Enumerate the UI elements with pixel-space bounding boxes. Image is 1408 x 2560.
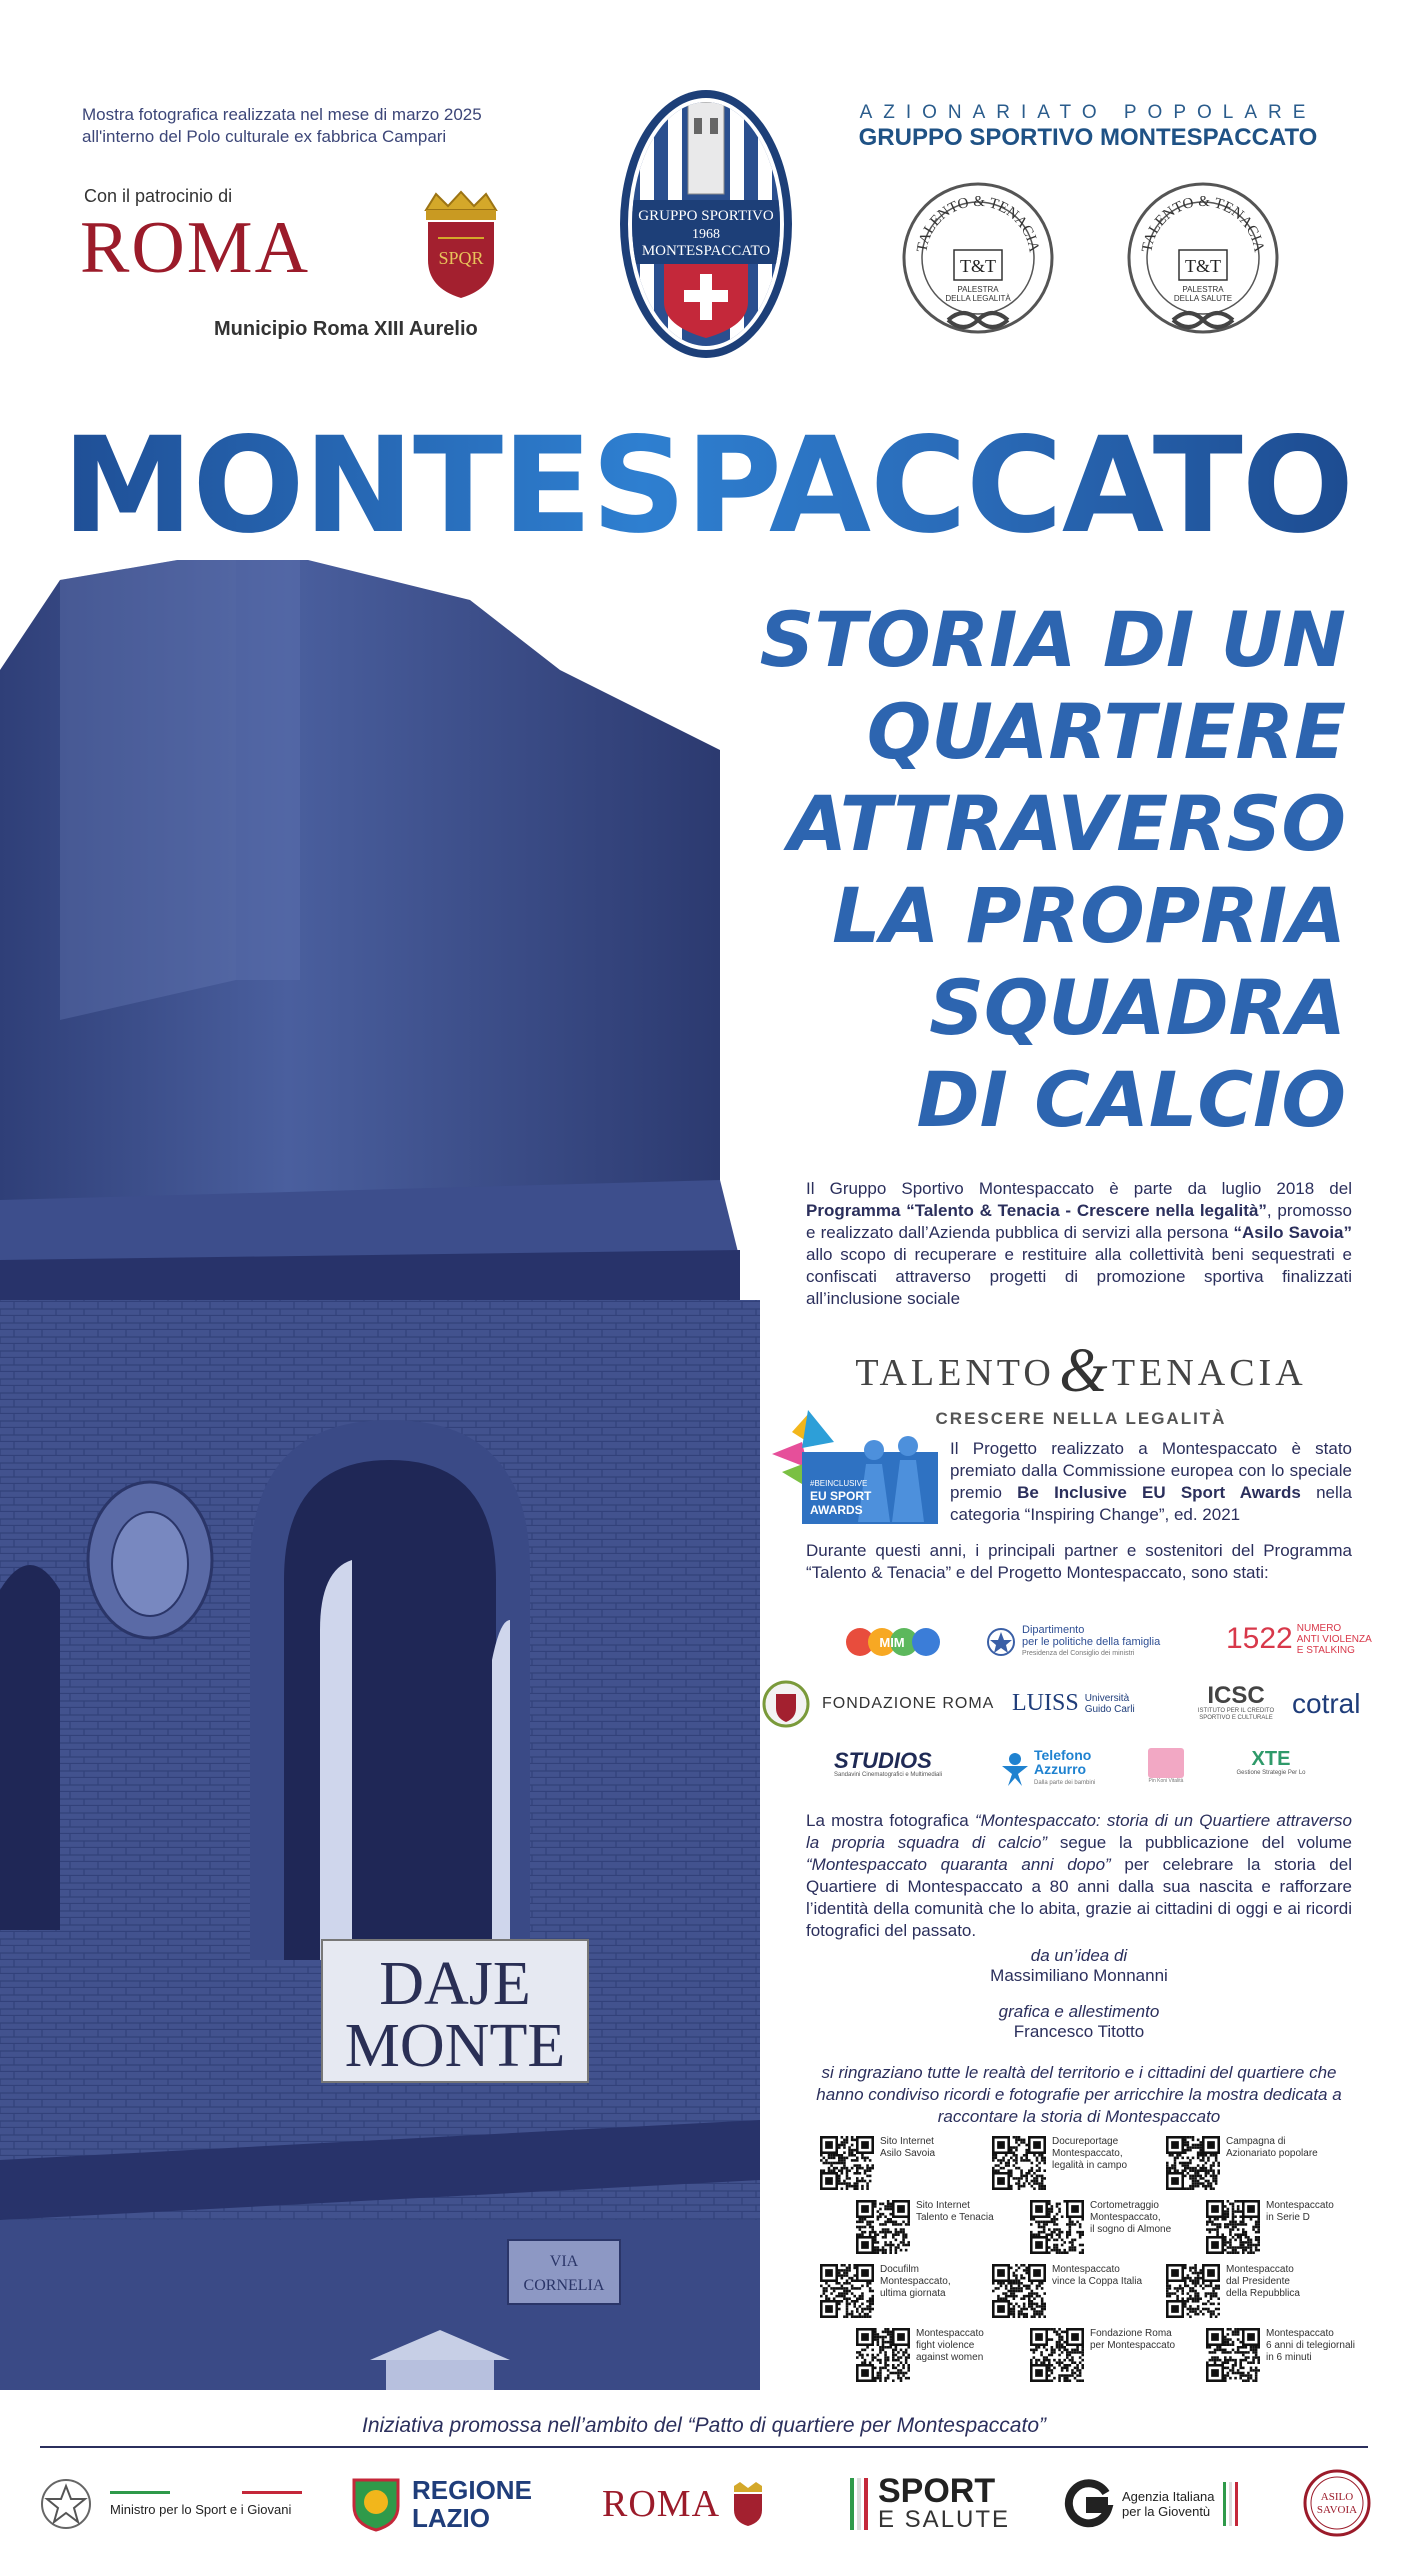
eu-logo-tag: #BEINCLUSIVE bbox=[810, 1479, 868, 1488]
qr-label-line: Fondazione Roma bbox=[1090, 2328, 1172, 2339]
qr-label bbox=[1052, 2264, 1152, 2318]
grafica-name: Francesco Titotto bbox=[1013, 2022, 1145, 2041]
seal1-line1: PALESTRA bbox=[957, 285, 999, 294]
emblem-icon bbox=[986, 1627, 1016, 1657]
eu-logo-line2: AWARDS bbox=[810, 1503, 863, 1517]
eu-sport-awards-logo bbox=[762, 1402, 944, 1524]
intro-text: Il Gruppo Sportivo Montespaccato è parte da luglio 2018 del bbox=[806, 1179, 1352, 1198]
street-sign-line1: VIA bbox=[549, 2253, 579, 2270]
regione-line1: REGIONE bbox=[412, 2475, 532, 2505]
qr-code-icon[interactable] bbox=[992, 2264, 1046, 2318]
qr-label bbox=[880, 2264, 980, 2318]
qr-label-line: Montespaccato, bbox=[1090, 2212, 1161, 2223]
salute-text: E SALUTE bbox=[878, 2506, 1011, 2533]
agenzia-line1: Agenzia Italiana bbox=[1122, 2489, 1215, 2504]
qr-code-icon[interactable] bbox=[1206, 2200, 1260, 2254]
tt-logo-word2: TENACIA bbox=[1111, 1352, 1307, 1394]
tt-logo-word1: TALENTO bbox=[855, 1352, 1055, 1394]
club-badge-line1: GRUPPO SPORTIVO bbox=[638, 208, 774, 224]
mostra-paragraph bbox=[806, 1810, 1352, 1942]
fondazione-roma-text: FONDAZIONE ROMA bbox=[822, 1695, 995, 1712]
subtitle-line: LA PROPRIA bbox=[832, 871, 1346, 960]
footer-divider bbox=[40, 2446, 1368, 2448]
eu-award-text-part: nella categoria “Inspiring Change”, ed. 2021 bbox=[950, 1483, 1352, 1524]
qr-item[interactable] bbox=[820, 2264, 980, 2318]
qr-item[interactable] bbox=[856, 2328, 1016, 2382]
qr-item[interactable] bbox=[856, 2200, 1016, 2254]
qr-code-icon[interactable] bbox=[1030, 2328, 1084, 2382]
qr-label-line: il sogno di Almone bbox=[1090, 2224, 1172, 2235]
telefono-azzurro-logo bbox=[1000, 1748, 1095, 1790]
subtitle-line: SQUADRA bbox=[929, 963, 1346, 1052]
patronage-label: Con il patrocinio di bbox=[84, 186, 233, 206]
club-badge-icon bbox=[618, 88, 794, 360]
tt-logo-amp: & bbox=[1059, 1337, 1108, 1405]
agenzia-g-icon bbox=[1064, 2479, 1114, 2529]
sport-e-salute-logo bbox=[850, 2466, 1010, 2542]
qr-code-icon[interactable] bbox=[1030, 2200, 1084, 2254]
ministero-text: Ministro per lo Sport e i Giovani bbox=[110, 2502, 292, 2517]
qr-label-line: vince la Coppa Italia bbox=[1052, 2276, 1143, 2287]
fondazione-roma-logo bbox=[762, 1680, 994, 1728]
qr-label bbox=[1090, 2200, 1190, 2254]
idea-label: da un’idea di bbox=[1030, 1946, 1128, 1965]
seal1-line2: DELLA LEGALITÀ bbox=[945, 294, 1011, 303]
xte-text: XTE bbox=[1251, 1748, 1291, 1770]
ministero-logo bbox=[40, 2466, 302, 2542]
roma-footer-crest-icon bbox=[730, 2482, 766, 2526]
mostra-text-part: segue la pubblicazione del volume bbox=[1047, 1833, 1352, 1852]
main-title: MONTESPACCATO bbox=[62, 409, 1354, 563]
qr-item[interactable] bbox=[1030, 2200, 1190, 2254]
roma-footer-logo bbox=[602, 2466, 766, 2542]
telefono-line1: Telefono bbox=[1034, 1747, 1092, 1763]
svg-text:SPQR: SPQR bbox=[438, 248, 484, 268]
1522-line1: NUMERO bbox=[1296, 1622, 1342, 1634]
banner-line2: MONTE bbox=[344, 2012, 566, 2080]
seal2-line2: DELLA SALUTE bbox=[1173, 294, 1233, 303]
regione-lazio-crest-icon bbox=[350, 2476, 402, 2532]
club-badge-line2: MONTESPACCATO bbox=[641, 243, 771, 259]
qr-label bbox=[1090, 2328, 1190, 2382]
tt-seal-legalita-icon bbox=[900, 180, 1056, 342]
italian-emblem-icon bbox=[40, 2478, 92, 2530]
child-figure-icon bbox=[1000, 1752, 1030, 1786]
qr-code-icon[interactable] bbox=[820, 2264, 874, 2318]
icsc-sub: ISTITUTO PER IL CREDITO SPORTIVO E CULTURALE bbox=[1197, 1708, 1275, 1721]
qr-label bbox=[1226, 2264, 1326, 2318]
subtitle-line: DI CALCIO bbox=[916, 1055, 1346, 1144]
qr-label-line: della Repubblica bbox=[1226, 2288, 1300, 2299]
qr-item[interactable] bbox=[1030, 2328, 1190, 2382]
studios-text: STUDIOS bbox=[834, 1748, 932, 1773]
banner-line1: DAJE bbox=[379, 1950, 531, 2018]
tt-logo-tagline: CRESCERE NELLA LEGALITÀ bbox=[935, 1409, 1227, 1428]
qr-label bbox=[1266, 2200, 1366, 2254]
qr-label-line: Talento e Tenacia bbox=[916, 2212, 994, 2223]
exhibit-note-line1: Mostra fotografica realizzata nel mese di marzo 2025 bbox=[82, 105, 482, 124]
roma-crest-icon bbox=[418, 190, 504, 300]
dipartimento-line1: Dipartimento bbox=[1022, 1624, 1085, 1636]
qr-label-line: per Montespaccato bbox=[1090, 2340, 1176, 2351]
qr-label-line: Montespaccato, bbox=[1052, 2148, 1123, 2159]
mostra-text-part: La mostra fotografica bbox=[806, 1811, 975, 1830]
qr-label-line: fight violence bbox=[916, 2340, 975, 2351]
qr-label-line: Montespaccato bbox=[916, 2328, 984, 2339]
luiss-text: LUISS bbox=[1012, 1690, 1079, 1716]
mostra-text-part: per celebrare la storia del Quartiere di Montespaccato a 80 anni dalla sua nascita e rafforzare l’identità della comunità che lo abita, grazie ai cittadini di oggi e ai ricordi fotografici del passato. bbox=[806, 1855, 1352, 1940]
qr-code-icon[interactable] bbox=[992, 2136, 1046, 2190]
studios-logo bbox=[834, 1750, 954, 1778]
tower-photo bbox=[0, 560, 760, 2390]
dipartimento-famiglia-logo bbox=[986, 1624, 1160, 1660]
gruppo-sportivo-label: GRUPPO SPORTIVO MONTESPACCATO bbox=[858, 124, 1318, 151]
intro-text: , promosso e realizzato dall’Azienda pubblica di servizi alla persona bbox=[806, 1201, 1353, 1242]
eu-logo-line1: EU SPORT bbox=[810, 1489, 872, 1503]
1522-line3: E STALKING bbox=[1296, 1644, 1355, 1656]
qr-label-line: Cortometraggio bbox=[1090, 2200, 1159, 2211]
luiss-sub2: Guido Carli bbox=[1084, 1703, 1135, 1715]
xte-sub: Gestione Strategie Per Lo bbox=[1236, 1770, 1306, 1776]
eu-award-name: Be Inclusive EU Sport Awards bbox=[1017, 1483, 1301, 1502]
subtitle-line: QUARTIERE bbox=[866, 687, 1346, 776]
qr-code-icon[interactable] bbox=[820, 2136, 874, 2190]
eu-award-text bbox=[950, 1438, 1352, 1526]
seal2-line1: PALESTRA bbox=[1182, 285, 1224, 294]
qr-label bbox=[1052, 2136, 1152, 2190]
idea-name: Massimiliano Monnanni bbox=[990, 1966, 1168, 1985]
telefono-sub: Dalla parte dei bambini bbox=[1034, 1780, 1096, 1786]
studios-sub: Sandavini Cinematografici e Multimediali bbox=[834, 1772, 943, 1778]
qr-label-line: in 6 minuti bbox=[1266, 2352, 1312, 2363]
qr-item[interactable] bbox=[1206, 2200, 1366, 2254]
qr-label bbox=[880, 2136, 980, 2190]
club-badge-year: 1968 bbox=[692, 227, 720, 242]
exhibit-note bbox=[82, 104, 602, 148]
qr-label-line: Docureportage bbox=[1052, 2136, 1119, 2147]
qr-item[interactable] bbox=[1166, 2264, 1326, 2318]
icsc-text: ICSC bbox=[1207, 1682, 1265, 1709]
1522-number: 1522 bbox=[1226, 1622, 1293, 1655]
luiss-sub1: Università bbox=[1084, 1692, 1130, 1704]
qr-label bbox=[1226, 2136, 1326, 2190]
qr-item[interactable] bbox=[820, 2136, 980, 2190]
qr-label-line: Montespaccato bbox=[1266, 2328, 1334, 2339]
thanks-text: si ringraziano tutte le realtà del territorio e i cittadini del quartiere che hanno condiviso ricordi e fotografie per arricchire la mostra dedicata a raccontare la storia di Montespaccato bbox=[816, 2063, 1342, 2126]
qr-label-line: Asilo Savoia bbox=[880, 2148, 936, 2159]
seal1-mono: T&T bbox=[960, 256, 996, 276]
qr-label-line: Azionariato popolare bbox=[1226, 2148, 1318, 2159]
qr-code-icon[interactable] bbox=[1166, 2264, 1220, 2318]
xte-logo bbox=[1234, 1748, 1308, 1776]
subtitle-line: STORIA DI UN bbox=[759, 595, 1346, 684]
qr-label-line: Sito Internet bbox=[916, 2200, 970, 2211]
partners-intro: Durante questi anni, i principali partner e sostenitori del Programma “Talento & Tenacia” e del Progetto Montespaccato, sono stati: bbox=[806, 1541, 1352, 1582]
agenzia-gioventu-logo bbox=[1064, 2466, 1238, 2542]
qr-label-line: Montespaccato bbox=[1052, 2264, 1120, 2275]
roma-logo: ROMA bbox=[80, 207, 311, 289]
mim-text: MIM bbox=[879, 1635, 905, 1650]
qr-code-icon[interactable] bbox=[856, 2200, 910, 2254]
dipartimento-line3: Presidenza del Consiglio dei ministri bbox=[1022, 1650, 1135, 1657]
intro-program: Programma “Talento & Tenacia - Crescere nella legalità” bbox=[806, 1201, 1267, 1220]
1522-logo bbox=[1226, 1622, 1372, 1656]
qr-code-icon[interactable] bbox=[1166, 2136, 1220, 2190]
qr-label-line: Docufilm bbox=[880, 2264, 919, 2275]
seal2-mono: T&T bbox=[1185, 256, 1221, 276]
qr-label-line: in Serie D bbox=[1266, 2212, 1310, 2223]
luiss-logo bbox=[1012, 1690, 1135, 1717]
qr-item[interactable] bbox=[992, 2136, 1152, 2190]
icsc-logo bbox=[1196, 1684, 1276, 1722]
regione-lazio-logo bbox=[350, 2466, 532, 2542]
qr-label-line: Montespaccato bbox=[1266, 2200, 1334, 2211]
pink-logo bbox=[1146, 1748, 1186, 1784]
qr-label-line: Montespaccato, bbox=[880, 2276, 951, 2287]
qr-item[interactable] bbox=[1206, 2328, 1366, 2382]
asilo-savoia-logo bbox=[1302, 2468, 1372, 2538]
intro-text: allo scopo di recuperare e restituire alla collettività beni sequestrati e confiscati attraverso progetti di promozione sportiva finalizzati all’inclusione sociale bbox=[806, 1245, 1352, 1308]
seal1-ring: TALENTO & TENACIA bbox=[914, 193, 1042, 254]
qr-label-line: 6 anni di telegiornali bbox=[1266, 2340, 1355, 2351]
qr-label-line: against women bbox=[916, 2352, 984, 2363]
tt-seal-salute-icon bbox=[1125, 180, 1281, 342]
azionariato-label: AZIONARIATO POPOLARE bbox=[859, 102, 1317, 123]
qr-code-icon[interactable] bbox=[1206, 2328, 1260, 2382]
savoia-text: SAVOIA bbox=[1316, 2504, 1358, 2516]
exhibit-note-line2: all'interno del Polo culturale ex fabbrica Campari bbox=[82, 127, 447, 146]
municipio-label: Municipio Roma XIII Aurelio bbox=[214, 318, 478, 340]
subtitle bbox=[706, 594, 1346, 1146]
telefono-line2: Azzurro bbox=[1034, 1761, 1087, 1777]
intro-asilo: “Asilo Savoia” bbox=[1233, 1223, 1352, 1242]
1522-line2: ANTI VIOLENZA bbox=[1296, 1633, 1372, 1645]
qr-label bbox=[916, 2328, 1016, 2382]
qr-item[interactable] bbox=[992, 2264, 1152, 2318]
pink-text: Pin Koni Vitalità bbox=[1148, 1778, 1184, 1784]
asilo-text: ASILO bbox=[1320, 2491, 1354, 2503]
initiative-line: Iniziativa promossa nell’ambito del “Patto di quartiere per Montespaccato” bbox=[361, 2414, 1046, 2437]
intro-paragraph bbox=[806, 1178, 1352, 1310]
cotral-logo: cotral bbox=[1292, 1688, 1361, 1719]
mostra-title: “Montespaccato: storia di un Quartiere attraverso la propria squadra di calcio” bbox=[806, 1811, 1352, 1852]
mim-logo bbox=[842, 1624, 942, 1660]
qr-label-line: Campagna di bbox=[1226, 2136, 1286, 2147]
qr-label bbox=[1266, 2328, 1366, 2382]
qr-label bbox=[916, 2200, 1016, 2254]
qr-code-icon[interactable] bbox=[856, 2328, 910, 2382]
qr-label-line: Montespaccato bbox=[1226, 2264, 1294, 2275]
dipartimento-line2: per le politiche della famiglia bbox=[1022, 1636, 1161, 1648]
qr-label-line: ultima giornata bbox=[880, 2288, 946, 2299]
sport-text: SPORT bbox=[878, 2472, 996, 2510]
seal2-ring: TALENTO & TENACIA bbox=[1139, 193, 1267, 254]
grafica-label: grafica e allestimento bbox=[998, 2002, 1160, 2021]
mostra-book: “Montespaccato quaranta anni dopo” bbox=[806, 1855, 1111, 1874]
regione-line2: LAZIO bbox=[412, 2503, 490, 2533]
street-sign-line2: CORNELIA bbox=[523, 2277, 605, 2294]
roma-footer-text: ROMA bbox=[602, 2483, 721, 2525]
eu-award-text-part: Il Progetto realizzato a Montespaccato è stato premiato dalla Commissione europea con lo speciale premio bbox=[950, 1439, 1352, 1502]
qr-item[interactable] bbox=[1166, 2136, 1326, 2190]
qr-label-line: Sito Internet bbox=[880, 2136, 934, 2147]
fondazione-roma-emblem-icon bbox=[762, 1680, 810, 1728]
qr-label-line: dal Presidente bbox=[1226, 2276, 1290, 2287]
subtitle-line: ATTRAVERSO bbox=[788, 779, 1346, 868]
agenzia-line2: per la Gioventù bbox=[1122, 2504, 1211, 2519]
qr-label-line: legalità in campo bbox=[1052, 2160, 1128, 2171]
